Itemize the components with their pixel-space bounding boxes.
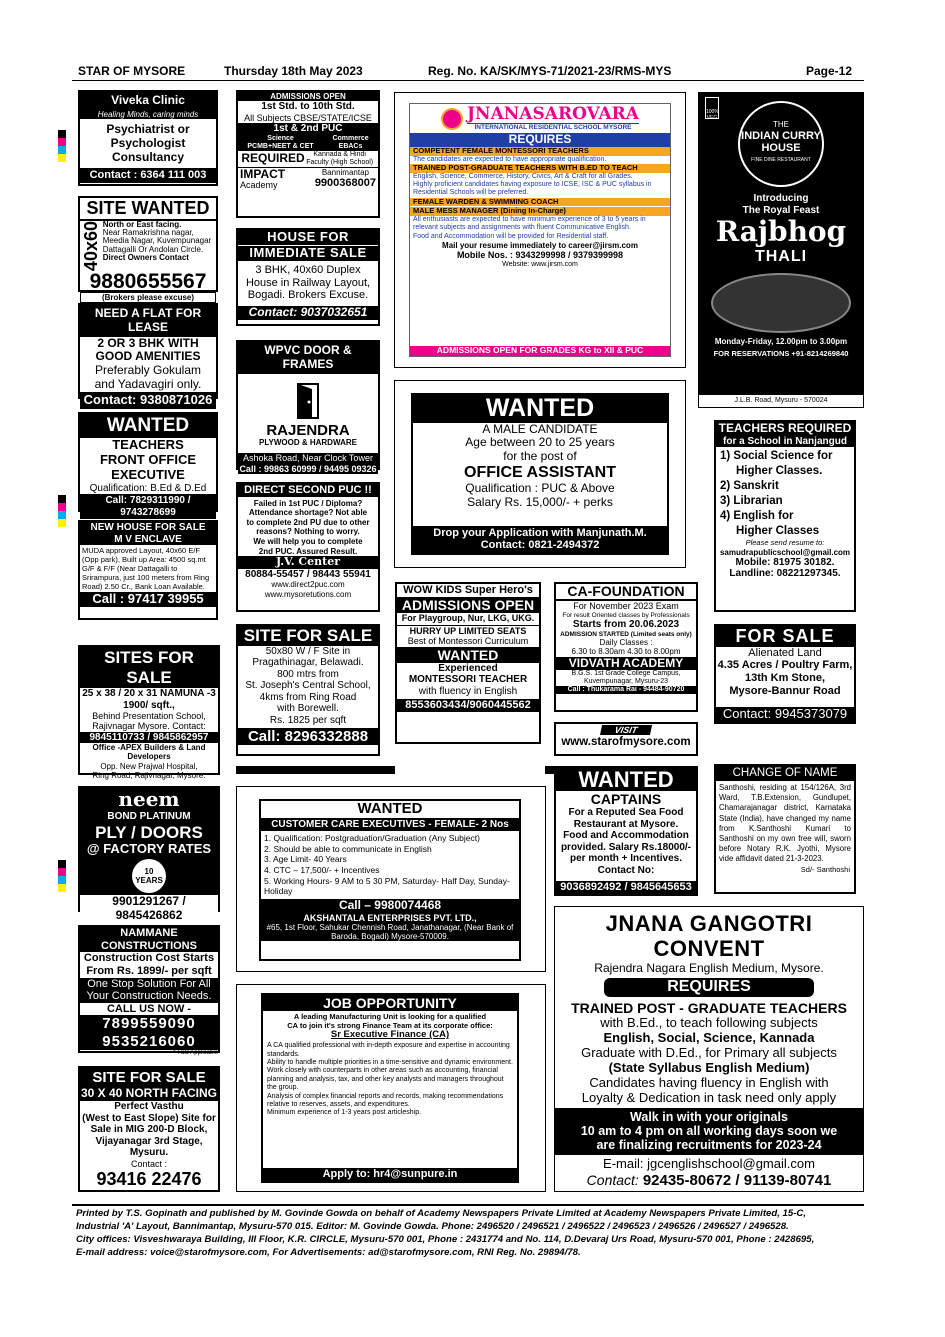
site30-l3: (West to East Slope) Site for: [82, 1112, 216, 1124]
site30-l5: Vijayanagar 3rd Stage, Mysuru.: [95, 1135, 203, 1159]
ad-site-50x80: [236, 624, 380, 756]
viveka-line-3: Consultancy: [111, 149, 184, 164]
ca-l3: Starts from 20.06.2023: [572, 619, 680, 631]
ca-l4: ADMISSION STARTED (Limited seats only): [560, 630, 692, 638]
registration-marks-2: [58, 495, 66, 527]
tuitions-place: Bannimantap: [321, 167, 369, 177]
jnana-b4: Food and Accommodation will be provided for Residential staff.: [413, 232, 609, 240]
tuitions-l1: 1st Std. to 10th Std.: [261, 101, 355, 113]
flat-l4: and Yadavagiri only.: [94, 376, 202, 391]
ad-wpvc-door: [236, 340, 380, 474]
nammane-phone-2: 9535216060: [80, 1033, 218, 1050]
job-l2: CA to join it's strong Finance Team at its corporate office:: [287, 1020, 493, 1030]
neem-phone: 9901291267 / 9845426862: [80, 895, 218, 923]
curry-address: J.L.B. Road, Mysuru - 570024: [699, 395, 863, 407]
ad-for-sale-land: [714, 624, 856, 724]
ad-visit-site[interactable]: [554, 722, 698, 756]
tuitions-l3: 1st & 2nd PUC: [238, 123, 378, 135]
site-wanted-l1: North or East facing.: [102, 219, 182, 229]
ad-mv-enclave: [78, 520, 218, 620]
site50-l4: St. Joseph's Central School,: [245, 680, 371, 692]
teachers-nj-mail: samudrapublicschool@gmail.com: [719, 547, 851, 557]
site50-call: Call: 8296332888: [238, 728, 378, 745]
nammane-phone-1: 7899559090: [80, 1015, 218, 1032]
ad-flat-lease: [78, 303, 218, 407]
wpvc-brand: RAJENDRA: [266, 422, 350, 440]
job-i5: Minimum experience of 1-3 years post articleship.: [267, 1109, 422, 1117]
jgc-title: JNANA GANGOTRI CONVENT: [605, 911, 813, 962]
captains-phone: 9036892492 / 9845645653: [556, 881, 696, 894]
job-l1: A leading Manufacturing Unit is looking for a qualified: [293, 1012, 487, 1022]
curry-logo-3: HOUSE: [761, 141, 801, 154]
jnana-b3: All enthusiasts are expected to have minimum experience of 3 to 5 years in relevant subjects and assignments with fluent Communicative English.: [413, 215, 646, 232]
jgc-l2: English, Social, Science, Kannada: [603, 1029, 815, 1045]
site-wanted-size: 40x60: [81, 220, 101, 271]
wpvc-title: WPVC DOOR & FRAMES: [238, 342, 378, 374]
direct2-l6: 2nd PUC. Assured Result.: [258, 546, 358, 556]
ad-jnanasarovara: [409, 103, 671, 357]
door-icon: [288, 380, 328, 420]
teachers-nj-landline: Landline: 08221297345.: [729, 568, 841, 580]
for-sale-l1: Alienated Land: [748, 646, 822, 659]
office-assistant-drop: Drop your Application with Manjunath.M.: [433, 526, 647, 539]
tuitions-required: REQUIRED: [241, 150, 305, 165]
captains-l3: Food and Accommodation: [563, 830, 689, 842]
site-wanted-direct: Direct Owners Contact: [102, 253, 189, 263]
office-assistant-l1: A MALE CANDIDATE: [482, 421, 598, 436]
wowkids-e3: with fluency in English: [418, 685, 518, 697]
flat-l2: GOOD AMENITIES: [95, 349, 201, 364]
ad-neem-ply: [78, 786, 220, 922]
jnana-b1: English, Science, Commerce, History, Civics, Art & Craft for all Grades.: [413, 172, 633, 180]
viveka-line-1: Psychiatrist or: [106, 121, 190, 136]
page-number: Page-12: [806, 64, 853, 78]
enclave-title-2: M V ENCLAVE: [80, 534, 216, 546]
ad-job-opportunity: [261, 993, 519, 1183]
job-i1: A CA qualified professional with in-depth exposure and expertise in accounting standards.: [267, 1042, 510, 1058]
jgc-l1: with B.Ed., to teach following subjects: [600, 1014, 818, 1030]
jnana-web: Website: www.jirsm.com: [502, 260, 578, 268]
office-assistant-salary: Salary Rs. 15,000/- + perks: [467, 495, 613, 510]
site50-title: SITE FOR SALE: [238, 626, 378, 646]
wpvc-address: Ashoka Road, Near Clock Tower: [238, 453, 378, 463]
name-change-body: Santhoshi, residing at 154/126A, 3rd Ward, T.B.Extension, Gundlupet, Chamarajanagar district, Karnataka State (India), have changed my name from K.Santhoshi Kumari to Santhoshi on my own free will, sworn before Notary R.K. Jyothi, Mysore vide affidavit dated 21-3-2023.: [719, 783, 851, 864]
ca-l5: Daily Classes :: [599, 638, 653, 648]
site30-title: SITE FOR SALE: [80, 1068, 218, 1087]
site50-l6: with Borewell.: [277, 703, 339, 715]
jgc-requires: REQUIRES: [604, 978, 814, 996]
customer-i4: 4. CTC – 17,500/- + Incentives: [264, 864, 380, 875]
ad-change-of-name: [714, 764, 856, 894]
sites-sale-l1: 25 x 38 / 20 x 31 NAMUNA -3: [82, 688, 216, 700]
name-change-sign: Sd/- Santhoshi: [800, 865, 850, 875]
ca-academy: VIDVATH ACADEMY: [556, 657, 696, 671]
enclave-call: Call : 97417 39955: [80, 592, 216, 607]
site-wanted-title: SITE WANTED: [80, 198, 216, 221]
jnana-mobile: Mobile Nos. : 9343299998 / 9379399998: [456, 250, 624, 261]
ad-jnanasarovara-frame: [394, 92, 686, 368]
wanted-teachers-qual: Qualification: B.Ed & D.Ed: [89, 482, 207, 494]
for-sale-l4: Mysore-Bannur Road: [729, 684, 841, 697]
tuitions-sub: ADMISSIONS OPEN: [238, 92, 378, 101]
house-title-1: HOUSE FOR: [238, 230, 378, 245]
direct2-phone: 80884-55457 / 98443 55941: [245, 568, 371, 580]
ad-teachers-nanjangud: [714, 420, 856, 612]
sites-sale-l2: 1900/ sqft.,: [123, 699, 175, 711]
office-assistant-title: WANTED: [413, 395, 667, 423]
nammane-b1: One Stop Solution For All: [80, 978, 218, 991]
ca-a1: B.G.S. 1st Grade College Campus,: [571, 670, 681, 678]
job-post: Sr Executive Finance (CA): [330, 1029, 450, 1041]
ad-wow-kids: [395, 582, 541, 744]
jnana-s1b: The candidates are expected to have appropriate qualification.: [413, 155, 607, 163]
ad-customer-care: [259, 799, 521, 961]
ad-indian-curry-house: [698, 92, 864, 408]
direct2-l1: Failed in 1st PUC / Diploma?: [253, 498, 363, 508]
wanted-teachers-call: Call: 7829311990 / 9743278699: [80, 494, 216, 519]
site50-l7: Rs. 1825 per sqft: [269, 714, 347, 726]
registration-number: Reg. No. KA/SK/MYS-71/2021-23/RMS-MYS: [428, 64, 672, 78]
wowkids-e1: Experienced: [438, 662, 498, 674]
site50-l5: 4kms from Ring Road: [259, 691, 357, 703]
site30-contact-label: Contact :: [130, 1158, 168, 1169]
house-l3: Bogadi. Brokers Excuse.: [247, 289, 369, 302]
viveka-brand: Viveka Clinic: [80, 92, 216, 110]
ad-ca-foundation: [554, 582, 698, 712]
jgc-sub: Rajendra Nagara English Medium, Mysore.: [594, 960, 824, 975]
site-wanted-l2: Near Ramakrishna nagar, Meedia Nagar, Kuvempunagar Dattagalli Or Andolan Circle.: [102, 228, 212, 254]
wowkids-for: For Playgroup, Nur, LKG, UKG.: [401, 612, 535, 623]
site30-l1: 30 X 40 NORTH FACING: [80, 1086, 218, 1101]
site50-l1: 50x80 W / F Site in: [265, 645, 351, 657]
sites-sale-title: SITES FOR SALE: [80, 647, 218, 688]
jnana-s2: TRAINED POST-GRADUATE TEACHERS WITH B.ED TO TEACH: [410, 164, 670, 173]
flat-contact: Contact: 9380871026: [80, 392, 216, 409]
curry-logo-1: THE: [773, 120, 789, 129]
nammane-tc: * T&C Applicable: [173, 1049, 218, 1056]
curry-logo-4: FINE DINE RESTAURANT: [751, 156, 811, 163]
ad-site-30x40: [78, 1066, 220, 1192]
captains-title: WANTED: [556, 768, 696, 791]
teachers-nj-i1b: Higher Classes.: [736, 465, 823, 478]
jgc-l4: (State Syllabus English Medium): [608, 1059, 810, 1075]
tuitions-impact: IMPACT: [240, 166, 286, 181]
sites-sale-l7: Ring Road, Rajivnagar, Mysore.: [92, 770, 206, 780]
site30-l4: Sale in MIG 200-D Block,: [90, 1124, 208, 1136]
curry-logo-2: INDIAN CURRY: [741, 129, 821, 142]
office-assistant-qual: Qualification : PUC & Above: [465, 481, 615, 496]
ad-wanted-teachers: [78, 412, 218, 518]
teachers-nj-title: TEACHERS REQUIRED: [716, 422, 854, 436]
viveka-tagline: Healing Minds, caring minds: [80, 110, 216, 119]
neem-rate: @ FACTORY RATES: [86, 841, 212, 857]
direct2-center: J.V. Center: [238, 556, 378, 569]
veg-badge: 100% VEG: [705, 97, 719, 119]
flat-l3: Preferably Gokulam: [94, 363, 202, 378]
neem-warranty-badge: 10 YEARS: [132, 859, 166, 893]
ca-l2: For result Oriented classes by Professionals: [562, 611, 690, 619]
viveka-line-2: Psychologist: [110, 135, 186, 150]
direct2-l4: reasons? Nothing to worry.: [256, 527, 360, 537]
customer-address: #65, 1st Floor, Sahukar Chennish Road, Janathanagar, (Near Bank of Baroda, Bogadi) Mysore-570009.: [261, 923, 519, 941]
sites-sale-phone: 9845110733 / 9845862957: [80, 732, 218, 744]
office-assistant-l3: for the post of: [503, 449, 577, 464]
sites-sale-l4: Rajivnagar Mysore. Contact:: [92, 721, 206, 732]
house-l2: House in Railway Layout,: [245, 276, 371, 289]
captains-l6: Contact No:: [597, 864, 655, 876]
ad-house-sale: [236, 228, 380, 326]
site-wanted-note: (Brokers please excuse): [80, 292, 216, 303]
captains-l2: Restaurant at Mysore.: [573, 818, 679, 830]
wowkids-phone: 8553603434/9060445562: [397, 699, 539, 712]
tuitions-academy: Academy: [240, 179, 278, 190]
sites-sale-l5: Office -APEX Builders & Land Developers: [92, 743, 206, 762]
curry-time: Monday-Friday, 12.00pm to 3.00pm: [714, 336, 848, 346]
wowkids-title: WOW KIDS Super Hero's: [403, 584, 533, 596]
visit-label: VISIT: [600, 725, 652, 735]
jnana-s1: COMPETENT FEMALE MONTESSORI TEACHERS: [410, 147, 670, 156]
office-assistant-l2: Age between 20 to 25 years: [465, 435, 615, 450]
direct2-web-1: www.direct2puc.com: [271, 580, 345, 590]
sites-sale-l6: Opp. New Prajwal Hospital,: [100, 761, 198, 771]
wowkids-e2: MONTESSORI TEACHER: [408, 674, 528, 686]
issue-date: Thursday 18th May 2023: [224, 64, 363, 78]
ad-nammane: [78, 925, 220, 1056]
ad-tuitions: [236, 90, 380, 218]
imprint-footer: [76, 1208, 866, 1260]
jnana-sub: INTERNATIONAL RESIDENTIAL SCHOOL MYSORE: [467, 123, 639, 131]
captains-l4: provided. Salary Rs.18000/-: [560, 841, 692, 853]
wowkids-admissions: ADMISSIONS OPEN: [397, 597, 539, 613]
tuitions-commerce: Commerce: [332, 134, 369, 142]
captains-l1: For a Reputed Sea Food: [568, 807, 684, 819]
jgc-l6: Loyalty & Dedication in task need only apply: [581, 1089, 837, 1105]
teachers-nj-i3: 3) Librarian: [720, 495, 783, 508]
house-title-2: IMMEDIATE SALE: [238, 245, 378, 261]
site50-l2: Pragathinagar, Belawadi.: [252, 657, 364, 669]
captains-l5: per month + Incentives.: [570, 853, 682, 865]
registration-marks-1: [58, 130, 66, 162]
ad-viveka-clinic: [78, 90, 218, 186]
enclave-body: MUDA approved Layout, 40x60 E/F (Opp park), Built up Area: 4500 sq.mt G/F & F/F (Near Dattagalli to Srirampura, just 100 meters from Ring Road) 2.50 Cr., Bank Loan Available.: [82, 546, 210, 591]
curry-reservations: FOR RESERVATIONS +91-8214269840: [713, 348, 849, 358]
for-sale-l3: 13th Km Stone,: [744, 671, 826, 684]
footer-l2: Industrial 'A' Layout, Bannimantap, Mysuru-570 015. Editor: M. Govinde Gowda. Phone: 2496520 / 2496521 / 2496522 / 2496523 / 2496526 / 2496527 / 2496528.: [76, 1220, 789, 1232]
flat-title: NEED A FLAT FOR LEASE: [80, 305, 216, 337]
customer-title: WANTED: [357, 800, 423, 817]
for-sale-contact: Contact: 9945373079: [716, 707, 854, 722]
customer-i2: 2. Should be able to communicate in English: [264, 843, 432, 854]
curry-thali: THALI: [754, 248, 808, 266]
customer-sub: CUSTOMER CARE EXECUTIVES - FEMALE- 2 Nos: [261, 818, 519, 832]
registration-marks-3: [58, 860, 66, 892]
site50-l3: 800 mtrs from: [277, 668, 339, 680]
jnana-requires: REQUIRES: [410, 133, 670, 147]
office-assistant-contact: Contact: 0821-2494372: [480, 539, 600, 552]
jgc-l3: Graduate with D.Ed., for Primary all subjects: [581, 1044, 837, 1060]
tuitions-commerce-2: EBACs: [338, 142, 363, 150]
paper-name: STAR OF MYSORE: [78, 64, 186, 78]
wanted-teachers-title: WANTED: [80, 414, 216, 438]
jgc-walkin-2: 10 am to 4 pm on all working days soon we: [580, 1123, 838, 1138]
ad-sites-for-sale: [78, 645, 220, 780]
ad-direct-second-puc: [236, 482, 380, 612]
customer-call: Call – 9980074468: [261, 899, 519, 913]
direct2-l3: to complete 2nd PU due to other: [246, 517, 370, 527]
jnana-admissions: ADMISSIONS OPEN FOR GRADES KG to XII & PUC: [410, 346, 670, 356]
nammane-l2: From Rs. 1899/- per sqft: [86, 964, 212, 977]
wowkids-wanted: WANTED: [397, 647, 539, 663]
ca-a2: Kuvempunagar, Mysuru-23: [583, 678, 669, 686]
jnana-b2: Highly proficient candidates having exposure to ICSE, ISC & PUC syllabus in Residential Schools will be preferred.: [413, 180, 652, 197]
neem-brand: neem: [118, 787, 180, 811]
for-sale-l2: 4.35 Acres / Poultry Farm,: [717, 659, 853, 672]
direct2-l5: We will help you to complete: [253, 537, 363, 547]
job-apply: Apply to: hr4@sunpure.in: [263, 1168, 517, 1181]
job-i2: Ability to handle multiple priorities in a time-sensitive and dynamic environment.: [267, 1059, 513, 1067]
for-sale-title: FOR SALE: [716, 626, 854, 647]
jgc-l5: Candidates having fluency in English with: [589, 1074, 829, 1090]
wpvc-call: Call : 99863 60999 / 94495 09326: [239, 463, 377, 474]
wanted-teachers-l1: TEACHERS: [112, 436, 184, 452]
teachers-nj-send: Please send resume to:: [745, 537, 825, 547]
nammane-b2: Your Construction Needs.: [80, 990, 218, 1003]
jgc-post: TRAINED POST - GRADUATE TEACHERS: [571, 999, 847, 1016]
thali-plate-image: [711, 273, 851, 333]
ca-title: CA-FOUNDATION: [556, 584, 696, 601]
teachers-nj-i2: 2) Sanskrit: [720, 480, 779, 493]
site-wanted-phone: 9880655567: [89, 269, 207, 293]
customer-i1: 1. Qualification: Postgraduation/Graduation (Any Subject): [264, 833, 480, 843]
tuitions-l2: All Subjects CBSE/STATE/ICSE: [244, 112, 372, 123]
curry-intro-2: The Royal Feast: [742, 204, 820, 216]
gap: [395, 764, 545, 778]
footer-l4: E-mail address: voice@starofmysore.com, For Advertisements: ad@starofmysore.com, RNI Reg. No. 29894/78.: [76, 1246, 581, 1258]
tuitions-science: Science: [267, 134, 294, 142]
house-contact: Contact: 9037032651: [238, 306, 378, 320]
footer-l1: Printed by T.S. Gopinath and published by M. Govinde Gowda on behalf of Academy Newspapers Private Limited at Academy Newspapers Private Limited, 15-C,: [76, 1208, 806, 1219]
ad-job-frame: [236, 984, 546, 1192]
jgc-email: E-mail: jgcenglishschool@gmail.com: [603, 1155, 815, 1171]
footer-rule: [72, 1204, 864, 1206]
wowkids-best: Best of Montessori Curriculum: [407, 636, 529, 647]
nammane-l1: Construction Cost Starts: [83, 952, 215, 965]
teachers-nj-sub: for a School in Nanjangud: [716, 436, 854, 448]
jnana-name: JNANASAROVARA: [467, 104, 639, 124]
house-l1: 3 BHK, 40x60 Duplex: [255, 263, 361, 276]
customer-i5: 5. Working Hours- 9 AM to 5 30 PM, Saturday- Half Day, Sunday- Holiday: [264, 875, 510, 897]
footer-l3: City offices: Visveshwaraya Building, III Floor, K.R. CIRCLE, Mysuru-570 001, Phone : 2431774 and No. 114, D.Devaraj Urs Road, Mysuru-570 001, Phone : 2428695,: [76, 1233, 815, 1245]
direct2-title: DIRECT SECOND PUC !!: [238, 484, 378, 497]
job-i4: Analysis of complex financial reports and records, making recommendations relative to reserves, assets, and expenditures.: [267, 1092, 504, 1108]
customer-i3: 3. Age Limit- 40 Years: [264, 854, 347, 865]
ca-l6: 6.30 to 8.30am 4.30 to 8.00pm: [571, 647, 681, 657]
ca-call: Call : Thukarama Rai - 94484-90720: [556, 686, 696, 694]
ad-office-assistant: [411, 393, 669, 555]
jgc-walkin-1: Walk in with your originals: [630, 1109, 788, 1124]
tuitions-required-2: Kannada & Hindi Faculty (High School): [306, 150, 374, 166]
site30-phone: 93416 22476: [96, 1168, 202, 1189]
enclave-title-1: NEW HOUSE FOR SALE: [80, 522, 216, 534]
neem-sub: BOND PLATINUM: [107, 811, 191, 822]
flat-l1: 2 OR 3 BHK WITH: [97, 335, 199, 350]
office-assistant-post: OFFICE ASSISTANT: [464, 463, 616, 481]
wanted-teachers-l2: FRONT OFFICE: [99, 451, 197, 467]
ad-jnana-gangotri: [554, 906, 864, 1192]
wanted-teachers-l3: EXECUTIVE: [111, 466, 185, 482]
nammane-title: NAMMANE CONSTRUCTIONS: [80, 927, 218, 952]
teachers-nj-mobile: Mobile: 81975 30182.: [735, 556, 835, 568]
wowkids-hurry: HURRY UP LIMITED SEATS: [397, 625, 539, 636]
direct2-l2: Attendance shortage? Not able: [248, 508, 368, 518]
curry-rajbhog: Rajbhog: [715, 215, 847, 248]
customer-company: AKSHANTALA ENTERPRISES PVT. LTD.,: [261, 913, 519, 923]
site30-l2: Perfect Vasthu: [114, 1101, 184, 1113]
visit-url[interactable]: www.starofmysore.com: [561, 736, 691, 749]
ad-customer-care-frame: [236, 786, 546, 972]
jnana-mail: Mail your resume immediately to career@jirsm.com: [442, 241, 638, 251]
name-change-title: CHANGE OF NAME: [716, 766, 854, 781]
jgc-phone: 92435-80672 / 91139-80741: [642, 1171, 832, 1189]
nammane-call: CALL US NOW -: [106, 1002, 192, 1015]
tuitions-science-2: PCMB+NEET & CET: [247, 142, 314, 150]
ad-site-wanted: [78, 196, 218, 302]
jnana-s3: FEMALE WARDEN & SWIMMING COACH: [410, 198, 670, 207]
ad-wanted-captains: [554, 766, 698, 896]
job-i3: Work closely with counterparts in other areas such as accounting, financial planning and analysis, tax, and other key analysts and managers throughout the group.: [267, 1067, 504, 1092]
wpvc-sub: PLYWOOD & HARDWARE: [259, 438, 357, 448]
viveka-contact: Contact : 6364 111 003: [80, 168, 216, 183]
captains-sub: CAPTAINS: [590, 791, 662, 808]
sites-sale-l3: Behind Presentation School,: [92, 711, 206, 722]
ad-office-assistant-frame: [394, 380, 686, 568]
tuitions-phone: 9900368007: [314, 177, 376, 190]
ca-l1: For November 2023 Exam: [573, 601, 679, 612]
jgc-contact-label: Contact:: [586, 1172, 639, 1189]
header-rule: [72, 80, 864, 81]
school-crest-icon: [441, 108, 463, 130]
teachers-nj-i1: 1) Social Science for: [720, 450, 833, 463]
job-title: JOB OPPORTUNITY: [263, 995, 517, 1011]
jgc-walkin-3: are finalizing recruitments for 2023-24: [596, 1138, 822, 1153]
curry-intro: Introducing: [753, 193, 809, 204]
teachers-nj-i4b: Higher Classes: [736, 524, 820, 537]
curry-logo: [738, 101, 824, 187]
neem-ply: PLY / DOORS: [95, 822, 203, 842]
teachers-nj-i4: 4) English for: [720, 510, 794, 523]
direct2-web-2: www.mysoretutions.com: [264, 589, 352, 599]
jnana-s4: MALE MESS MANAGER (Dining In-Charge): [410, 207, 670, 216]
